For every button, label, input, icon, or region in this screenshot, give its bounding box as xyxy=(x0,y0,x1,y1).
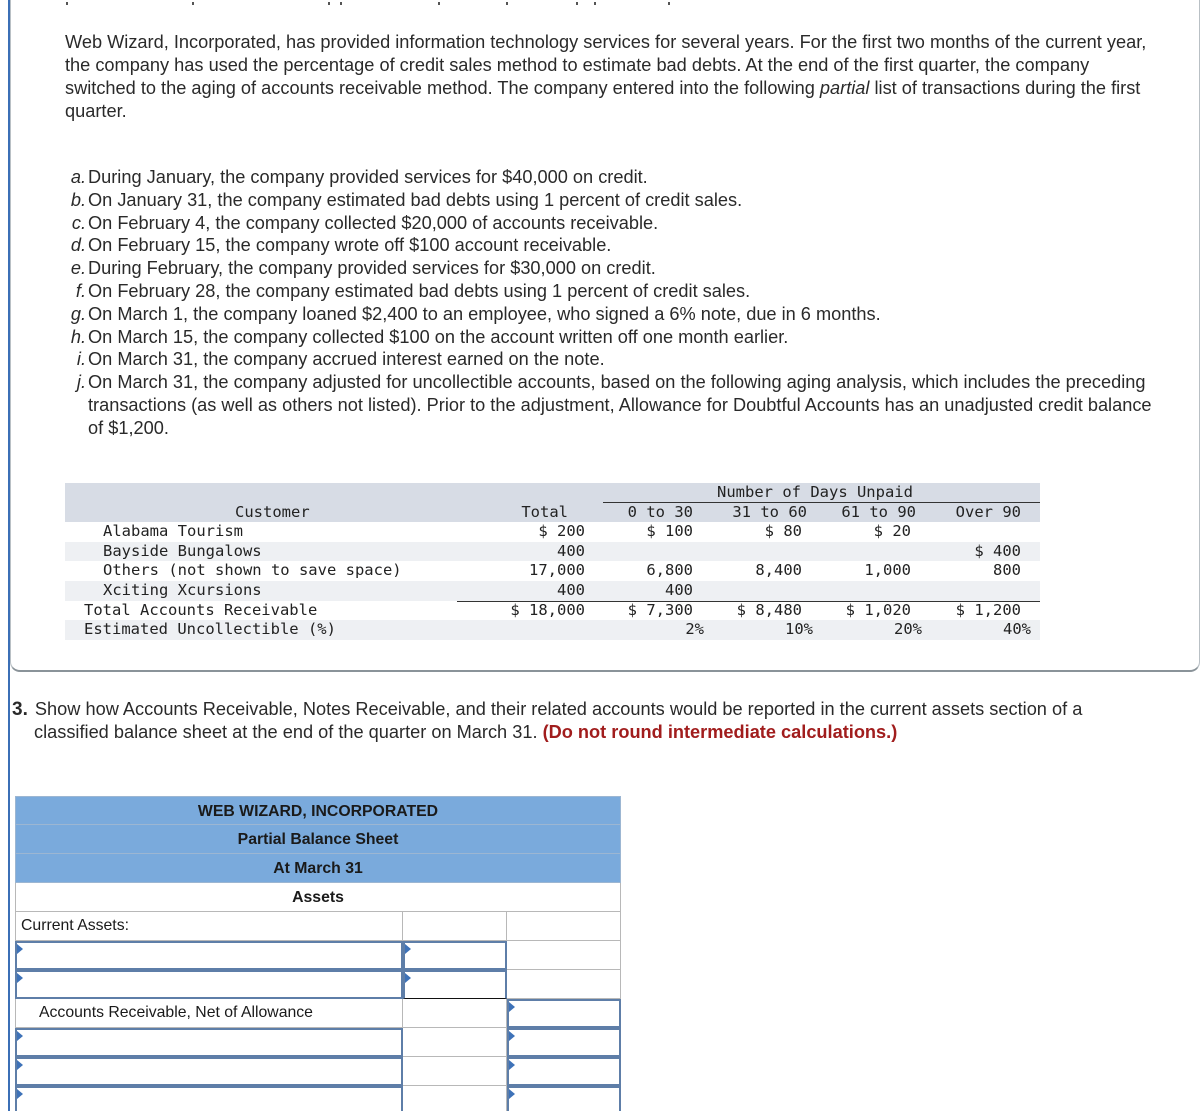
entry-row-2 xyxy=(15,970,621,999)
item-letter: g. xyxy=(70,303,86,324)
aging-row xyxy=(65,581,1040,601)
rounding-warning: (Do not round intermediate calculations.) xyxy=(542,722,898,742)
account-dropdown-cell xyxy=(15,1057,403,1086)
account-name-select-1[interactable] xyxy=(15,941,403,970)
pct-over-90: 40% xyxy=(1003,620,1031,639)
item-letter: h. xyxy=(70,326,86,347)
company-name-header: WEB WIZARD, INCORPORATED xyxy=(15,796,621,825)
col-header-over-90: Over 90 xyxy=(955,502,1021,521)
bucket-0-30: 400 xyxy=(665,580,693,599)
ar-net-label: Accounts Receivable, Net of Allowance xyxy=(39,1004,313,1021)
account-dropdown-cell xyxy=(15,1086,403,1111)
bucket-61-90: $ 20 xyxy=(873,522,911,541)
transaction-item xyxy=(65,303,1155,326)
item-text: On February 28, the company estimated bad debts using 1 percent of credit sales. xyxy=(88,280,751,301)
item-text: On March 31, the company adjusted for uncollectible accounts, based on the following aging analysis, which includes the preceding transactions (as well as others not listed). Prior to the adjustment, Allowance for Doubtful Accounts has an unadjusted credit balance of $1,200. xyxy=(88,372,1152,438)
total-value: $ 18,000 xyxy=(510,600,585,619)
item-text: On March 1, the company loaned $2,400 to an employee, who signed a 6% note, due in 6 months. xyxy=(88,303,881,324)
empty-cell xyxy=(403,1057,507,1086)
problem-intro: Web Wizard, Incorporated, has provided information technology services for several years. For the first two months of the current year, the company has used the percentage of credit sales method to estimate bad debts. At the end of the first quarter, the company switched to the aging of accounts receivable method. The company entered into the following partial list of transactions during the first quarter. xyxy=(65,32,1147,121)
amount-input-1[interactable] xyxy=(403,941,507,970)
question-text-line2: classified balance sheet at the end of the quarter on March 31. xyxy=(34,722,538,742)
transaction-list xyxy=(65,166,1155,440)
amount-cell xyxy=(403,941,507,970)
col-header-61-90: 61 to 90 xyxy=(841,502,916,521)
transaction-item xyxy=(65,166,1155,189)
col-header-customer: Customer xyxy=(235,502,310,521)
section-header-assets: Assets xyxy=(15,883,621,912)
empty-cell xyxy=(403,999,507,1028)
partial-balance-sheet xyxy=(15,796,621,1111)
customer-name: Alabama Tourism xyxy=(103,522,243,541)
account-name-select-6[interactable] xyxy=(15,1086,403,1111)
pct-31-60: 10% xyxy=(785,620,813,639)
bucket-0-30: $ 100 xyxy=(646,522,693,541)
amount-input-2[interactable] xyxy=(403,970,507,999)
customer-name: Xciting Xcursions xyxy=(103,580,262,599)
clipped-text-fragment xyxy=(66,0,686,8)
question-number: 3. xyxy=(12,699,28,720)
bucket-31-60: $ 80 xyxy=(764,522,802,541)
question-text-line1: Show how Accounts Receivable, Notes Receivable, and their related accounts would be reported in the current assets section of a xyxy=(34,699,1083,719)
col-header-31-60: 31 to 60 xyxy=(732,502,807,521)
account-dropdown-cell xyxy=(15,941,403,970)
entry-row-4 xyxy=(15,1028,621,1057)
bucket-61-90: $ 1,020 xyxy=(845,600,911,619)
bucket-0-30: 6,800 xyxy=(646,561,693,580)
transaction-item xyxy=(65,257,1155,280)
aging-pct-row xyxy=(65,620,1040,640)
ar-net-row xyxy=(15,999,621,1028)
total-label: Total Accounts Receivable xyxy=(84,600,318,619)
item-letter: d. xyxy=(70,235,86,256)
transaction-item xyxy=(65,326,1155,349)
entry-row-5 xyxy=(15,1057,621,1086)
total-value: 17,000 xyxy=(529,561,585,580)
item-letter: a. xyxy=(70,167,86,187)
aging-table xyxy=(65,483,1040,640)
total-value: 400 xyxy=(557,580,585,599)
col-header-0-30: 0 to 30 xyxy=(627,502,693,521)
group-header: Number of Days Unpaid xyxy=(717,483,913,501)
empty-cell xyxy=(403,912,507,941)
date-header: At March 31 xyxy=(15,854,621,883)
col-header-total: Total xyxy=(521,502,568,521)
transaction-item xyxy=(65,189,1155,212)
item-text: During February, the company provided services for $30,000 on credit. xyxy=(88,258,656,279)
transaction-item xyxy=(65,371,1155,439)
item-letter: j. xyxy=(76,372,86,393)
total-input-6[interactable] xyxy=(507,1086,621,1111)
account-dropdown-cell xyxy=(15,1028,403,1057)
empty-cell xyxy=(507,970,621,999)
total-value: $ 200 xyxy=(538,522,585,541)
bucket-31-60: $ 8,480 xyxy=(736,600,802,619)
account-dropdown-cell xyxy=(15,970,403,999)
statement-title-header: Partial Balance Sheet xyxy=(15,825,621,854)
total-input-5[interactable] xyxy=(507,1057,621,1086)
ar-net-label-cell xyxy=(15,999,403,1028)
pct-61-90: 20% xyxy=(894,620,922,639)
account-name-select-4[interactable] xyxy=(15,1028,403,1057)
item-text: On January 31, the company estimated bad debts using 1 percent of credit sales. xyxy=(88,189,743,210)
transaction-item xyxy=(65,234,1155,257)
bucket-61-90: 1,000 xyxy=(864,561,911,580)
bucket-31-60: 8,400 xyxy=(755,561,802,580)
empty-cell xyxy=(403,1028,507,1057)
total-cell xyxy=(507,1028,621,1057)
entry-row-6 xyxy=(15,1086,621,1111)
item-letter: f. xyxy=(75,280,86,301)
account-name-select-5[interactable] xyxy=(15,1057,403,1086)
item-text: On March 31, the company accrued interest earned on the note. xyxy=(88,349,605,370)
transaction-item xyxy=(65,348,1155,371)
item-text: On March 15, the company collected $100 on the account written off one month earlier. xyxy=(88,326,789,347)
ar-net-total-input[interactable] xyxy=(507,999,621,1028)
total-cell xyxy=(507,1086,621,1111)
aging-row xyxy=(65,522,1040,542)
item-letter: b. xyxy=(70,189,86,210)
pct-label: Estimated Uncollectible (%) xyxy=(84,620,336,639)
bucket-0-30: $ 7,300 xyxy=(627,600,693,619)
empty-cell xyxy=(507,912,621,941)
empty-cell xyxy=(507,941,621,970)
bucket-over-90: $ 1,200 xyxy=(955,600,1021,619)
item-letter: e. xyxy=(70,258,86,279)
customer-name: Others (not shown to save space) xyxy=(103,561,402,580)
transaction-item xyxy=(65,212,1155,235)
aging-column-header-row xyxy=(65,503,1040,523)
total-cell xyxy=(507,999,621,1028)
entry-row-1 xyxy=(15,941,621,970)
current-assets-label-cell xyxy=(15,912,403,941)
item-text: On February 4, the company collected $20,000 of accounts receivable. xyxy=(88,212,659,233)
question-text-line2-wrap xyxy=(12,721,1192,744)
bucket-over-90: 800 xyxy=(993,561,1021,580)
amount-cell xyxy=(403,970,507,999)
item-letter: i. xyxy=(76,349,86,370)
item-letter: c. xyxy=(71,212,86,233)
total-cell xyxy=(507,1057,621,1086)
aging-total-row xyxy=(65,601,1040,621)
customer-name: Bayside Bungalows xyxy=(103,541,262,560)
pct-0-30: 2% xyxy=(685,620,704,639)
aging-group-header-row xyxy=(65,483,1040,503)
aging-row xyxy=(65,542,1040,562)
bucket-over-90: $ 400 xyxy=(974,541,1021,560)
current-assets-row xyxy=(15,912,621,941)
aging-row xyxy=(65,561,1040,581)
current-assets-label: Current Assets: xyxy=(21,917,129,934)
account-name-select-2[interactable] xyxy=(15,970,403,999)
item-text: On February 15, the company wrote off $100 account receivable. xyxy=(88,235,612,256)
transaction-item xyxy=(65,280,1155,303)
question-3 xyxy=(12,698,1192,744)
total-value: 400 xyxy=(557,541,585,560)
total-input-4[interactable] xyxy=(507,1028,621,1057)
item-text: During January, the company provided services for $40,000 on credit. xyxy=(88,167,648,187)
empty-cell xyxy=(403,1086,507,1111)
